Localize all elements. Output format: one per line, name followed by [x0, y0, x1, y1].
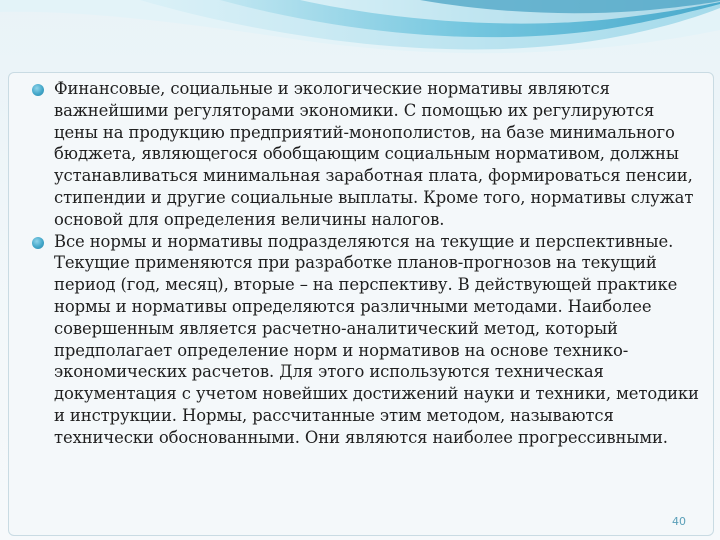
- bullet-item-1: [32, 78, 700, 231]
- bullet-icon: [32, 237, 44, 249]
- bullet-icon: [32, 84, 44, 96]
- bullet-text-2: Все нормы и нормативы подразделяются на текущие и перспективные. Текущие применяются при разработке планов-прогнозов на текущий период (год, месяц), вторые – на перспективу. В действующей практике нормы и нормативы определяются различными методами. Наиболее совершенным является расчетно-аналитический метод, который предполагает определение норм и нормативов на основе технико- экономических расчетов. Для этого используются техническая документация с учетом новейших достижений науки и техники, методики и инструкции. Нормы, рассчитанные этим методом, называются технически обоснованными. Они являются наиболее прогрессивными.: [54, 231, 699, 447]
- bullet-text-1: Финансовые, социальные и экологические нормативы являются важнейшими регуляторами экономики. С помощью их регулируются цены на продукцию предприятий-монополистов, на базе минимального бюджета, являющегося обобщающим социальным нормативом, должны устанавливаться минимальная заработная плата, формироваться пенсии, стипендии и другие социальные выплаты. Кроме того, нормативы служат основой для определения величины налогов.: [54, 79, 694, 229]
- page-number: 40: [672, 515, 686, 528]
- bullet-list: [32, 78, 700, 449]
- bullet-item-2: [32, 231, 700, 449]
